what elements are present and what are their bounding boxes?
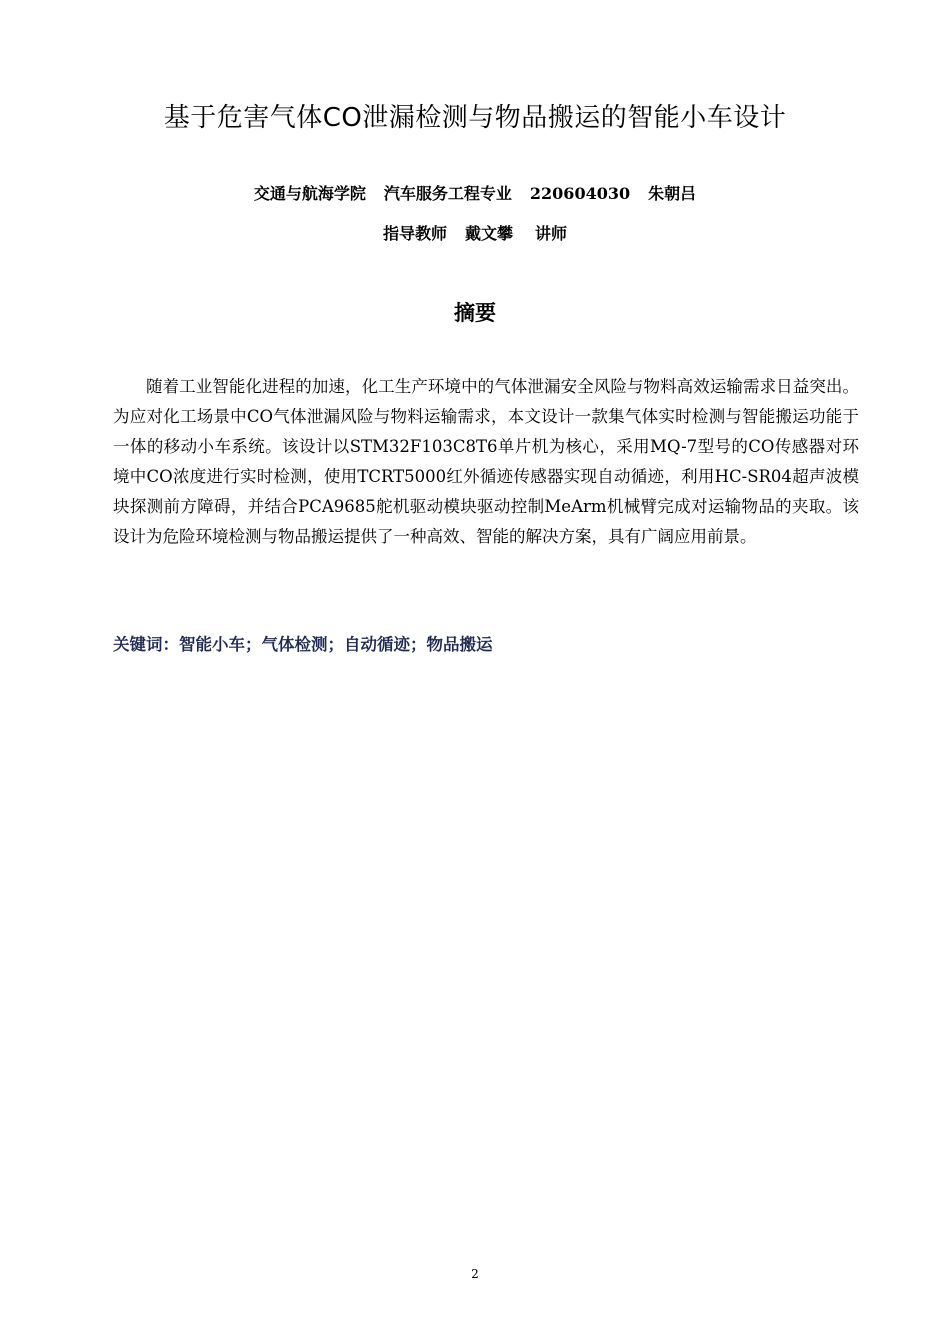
student-id: 220604030 xyxy=(529,184,631,203)
abstract-heading: 摘要 xyxy=(454,301,496,325)
page-number: 2 xyxy=(471,1267,479,1281)
student-name: 朱朝吕 xyxy=(648,184,697,203)
advisor-label: 指导教师 xyxy=(382,224,447,243)
advisor-title: 讲师 xyxy=(535,224,568,243)
abstract-body: 随着工业智能化进程的加速，化工生产环境中的气体泄漏安全风险与物料高效运输需求日益突出。为应对化工场景中CO气体泄漏风险与物料运输需求，本文设计一款集气体实时检测与智能搬运功能于一体的移动小车系统。该设计以STM32F103C8T6单片机为核心，采用MQ-7型号的CO传感器对环境中CO浓度进行实时检测，使用TCRT5000红外循迹传感器实现自动循迹，利用HC-SR04超声波模块探测前方障碍，并结合PCA9685舵机驱动模块驱动控制MeArm机械臂完成对运输物品的夹取。该设计为危险环境检测与物品搬运提供了一种高效、智能的解决方案，具有广阔应用前景。 xyxy=(113,377,859,546)
author-info-line xyxy=(0,182,950,206)
advisor-name: 戴文攀 xyxy=(464,224,513,243)
keywords: 关键词：智能小车；气体检测；自动循迹；物品搬运 xyxy=(113,635,493,654)
college-name: 交通与航海学院 xyxy=(253,184,366,203)
advisor-info-line xyxy=(0,222,950,246)
paper-title: 基于危害气体CO泄漏检测与物品搬运的智能小车设计 xyxy=(163,103,787,133)
major-name: 汽车服务工程专业 xyxy=(383,184,512,203)
